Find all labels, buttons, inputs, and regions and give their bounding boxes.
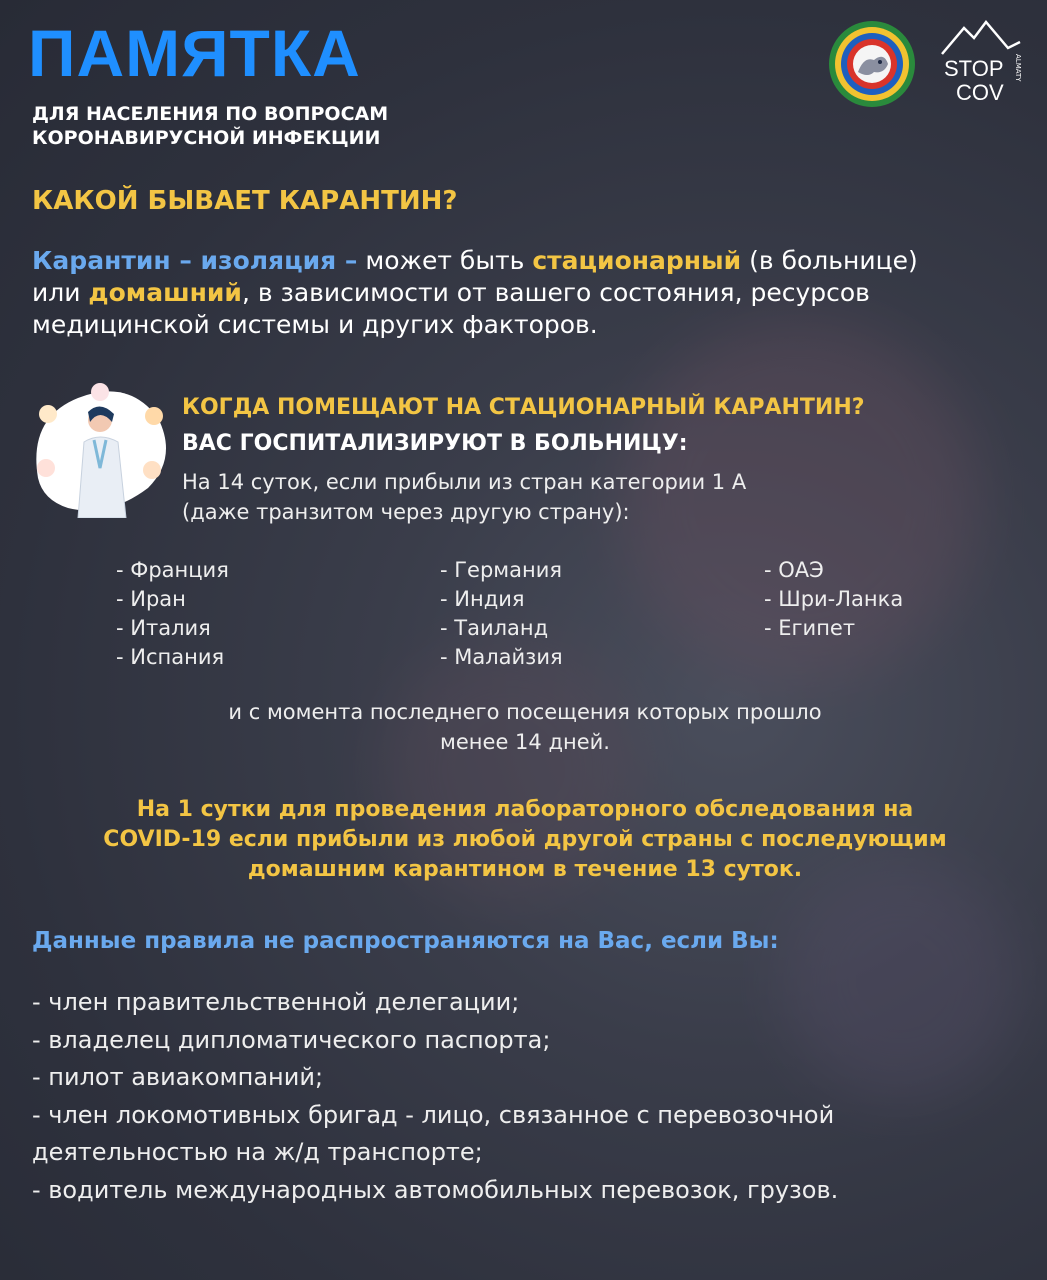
countries-column — [116, 556, 229, 672]
list-item: - водитель международных автомобильных перевозок, грузов. — [32, 1175, 839, 1204]
period-text — [100, 697, 950, 757]
intro-text: , в зависимости от вашего состояния, ресурсов — [241, 278, 870, 307]
stationary-text — [182, 467, 982, 527]
period-text-line: и с момента последнего посещения которых прошло — [228, 700, 822, 724]
countries-column — [764, 556, 903, 643]
intro-text: медицинской системы и других факторов. — [32, 310, 598, 339]
period-text-line: менее 14 дней. — [440, 730, 610, 754]
lab-line: домашним карантином в течение 13 суток. — [247, 857, 803, 882]
exceptions-heading: Данные правила не распространяются на Вас, если Вы: — [32, 928, 779, 954]
exceptions-list — [32, 984, 1022, 1209]
country-item: - Франция — [116, 558, 229, 582]
country-item: - Италия — [116, 616, 211, 640]
stopcov-small-label: ALMATY — [1014, 54, 1022, 82]
stationary-heading: КОГДА ПОМЕЩАЮТ НА СТАЦИОНАРНЫЙ КАРАНТИН? — [182, 395, 865, 420]
lab-testing-notice — [40, 795, 1010, 885]
section-heading: КАКОЙ БЫВАЕТ КАРАНТИН? — [32, 186, 458, 216]
intro-highlight: стационарный — [532, 246, 742, 275]
intro-highlight: Карантин – изоляция – — [32, 246, 358, 275]
list-item: - член правительственной делегации; — [32, 988, 520, 1016]
stationary-text-line: На 14 суток, если прибыли из стран категории 1 А — [182, 470, 747, 494]
subtitle-line: КОРОНАВИРУСНОЙ ИНФЕКЦИИ — [32, 127, 381, 149]
intro-text: может быть — [357, 246, 533, 275]
list-item: - владелец дипломатического паспорта; — [32, 1025, 551, 1054]
country-item: - Испания — [116, 645, 225, 669]
list-item: деятельностью на ж/д транспорте; — [32, 1138, 483, 1166]
country-item: - Иран — [116, 587, 186, 611]
country-item: - Индия — [440, 587, 525, 611]
lab-line: COVID-19 если прибыли из любой другой страны с последующим — [103, 827, 947, 852]
lab-line: На 1 сутки для проведения лабораторного обследования на — [136, 797, 914, 822]
almaty-emblem-logo — [828, 20, 916, 108]
stopcov-stop-label: STOP — [944, 56, 1004, 81]
list-item: - пилот авиакомпаний; — [32, 1063, 324, 1091]
intro-text: или — [32, 278, 89, 307]
intro-highlight: домашний — [88, 278, 242, 307]
stopcov-logo — [934, 14, 1030, 106]
stationary-subheading: ВАС ГОСПИТАЛИЗИРУЮТ В БОЛЬНИЦУ: — [182, 431, 688, 456]
countries-column — [440, 556, 563, 672]
country-item: - Шри-Ланка — [764, 587, 904, 611]
stopcov-cov-label: COV — [956, 80, 1004, 105]
country-item: - Египет — [764, 616, 856, 640]
page-title: ПАМЯТКА — [28, 16, 361, 90]
intro-paragraph — [32, 245, 992, 341]
list-item: - член локомотивных бригад - лицо, связанное с перевозочной — [32, 1100, 835, 1129]
country-item: - Германия — [440, 558, 563, 582]
subtitle-line: ДЛЯ НАСЕЛЕНИЯ ПО ВОПРОСАМ — [32, 103, 389, 125]
country-item: - Таиланд — [440, 616, 549, 640]
country-item: - Малайзия — [440, 645, 563, 669]
country-item: - ОАЭ — [764, 558, 824, 582]
sick-person-illustration — [28, 378, 172, 518]
page-subtitle — [32, 102, 388, 150]
intro-text: (в больнице) — [741, 246, 918, 275]
stationary-text-line: (даже транзитом через другую страну): — [182, 500, 630, 524]
